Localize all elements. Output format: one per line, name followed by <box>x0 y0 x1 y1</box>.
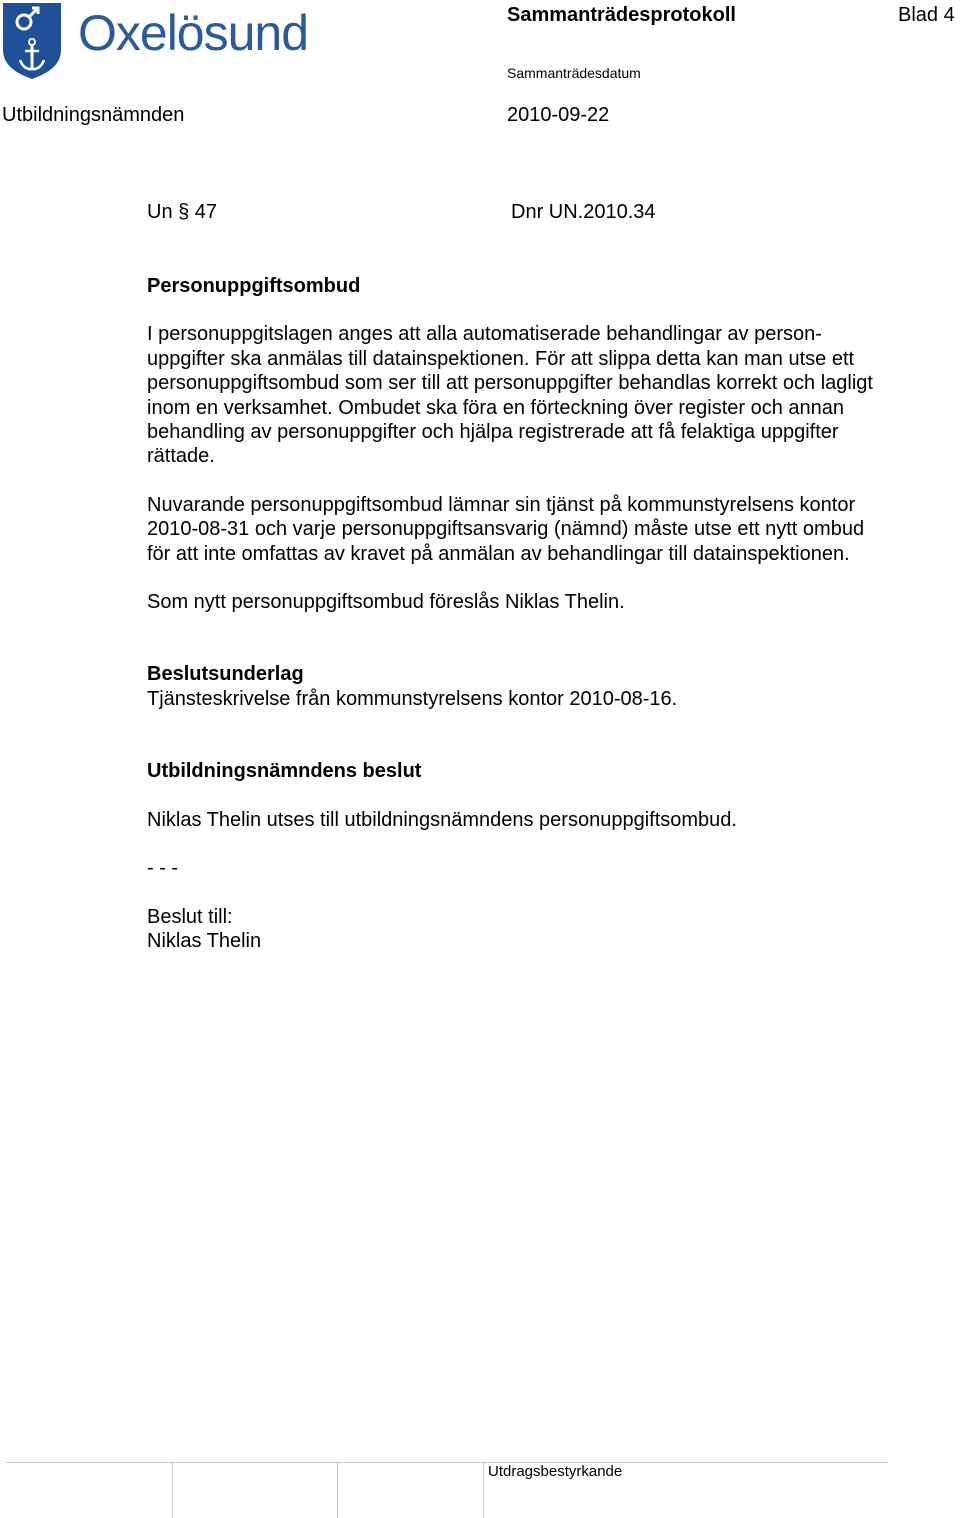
paragraph-number: Un § 47 <box>147 201 218 223</box>
text-line: I personuppgitslagen anges att alla automatiserade behandlingar av person- <box>147 323 822 346</box>
basis-text: Tjänsteskrivelse från kommunstyrelsens kontor 2010-08-16. <box>147 687 678 710</box>
current-ombud-paragraph <box>147 493 937 566</box>
basis-heading: Beslutsunderlag <box>147 663 304 686</box>
document-type-title: Sammanträdesprotokoll <box>507 4 736 26</box>
background-paragraph <box>147 322 937 468</box>
signature-box-divider <box>337 1463 338 1518</box>
decision-heading: Utbildningsnämndens beslut <box>147 760 422 783</box>
committee-name: Utbildningsnämnden <box>2 104 185 126</box>
footer-divider <box>6 1462 888 1463</box>
text-line: för att inte omfattas av kravet på anmälan av behandlingar till datainspektionen. <box>147 542 850 565</box>
meeting-date-label: Sammanträdesdatum <box>507 65 641 81</box>
recipients-label: Beslut till: <box>147 905 233 928</box>
text-line: inom en verksamhet. Ombudet ska föra en förteckning över register och annan <box>147 396 845 419</box>
case-row <box>147 200 937 224</box>
signature-box-divider <box>483 1463 484 1518</box>
recipient-name: Niklas Thelin <box>147 929 262 952</box>
text-line: personuppgiftsombud som ser till att personuppgifter behandlas korrekt och lagligt <box>147 372 873 395</box>
text-line: uppgifter ska anmälas till datainspektionen. För att slippa detta kan man utse ett <box>147 347 855 370</box>
decision-text: Niklas Thelin utses till utbildningsnämndens personuppgiftsombud. <box>147 808 737 831</box>
separator: - - - <box>147 857 179 880</box>
registration-number: Dnr UN.2010.34 <box>511 201 656 223</box>
signature-box-divider <box>172 1463 173 1518</box>
certification-label: Utdragsbestyrkande <box>488 1463 623 1480</box>
section-title: Personuppgiftsombud <box>147 275 361 297</box>
text-line: rättade. <box>147 445 215 468</box>
minutes-body <box>147 200 937 953</box>
text-line: Nuvarande personuppgiftsombud lämnar sin tjänst på kommunstyrelsens kontor <box>147 493 856 516</box>
logo-wordmark: Oxelösund <box>78 5 309 61</box>
proposal-paragraph: Som nytt personuppgiftsombud föreslås Niklas Thelin. <box>147 591 625 614</box>
sheet-number: Blad 4 <box>898 4 955 26</box>
oxelosund-shield-logo <box>2 2 62 80</box>
text-line: 2010-08-31 och varje personuppgiftsansvarig (nämnd) måste utse ett nytt ombud <box>147 518 865 541</box>
meeting-date: 2010-09-22 <box>507 104 610 126</box>
text-line: behandling av personuppgifter och hjälpa registrerade att få felaktiga uppgifter <box>147 421 839 444</box>
